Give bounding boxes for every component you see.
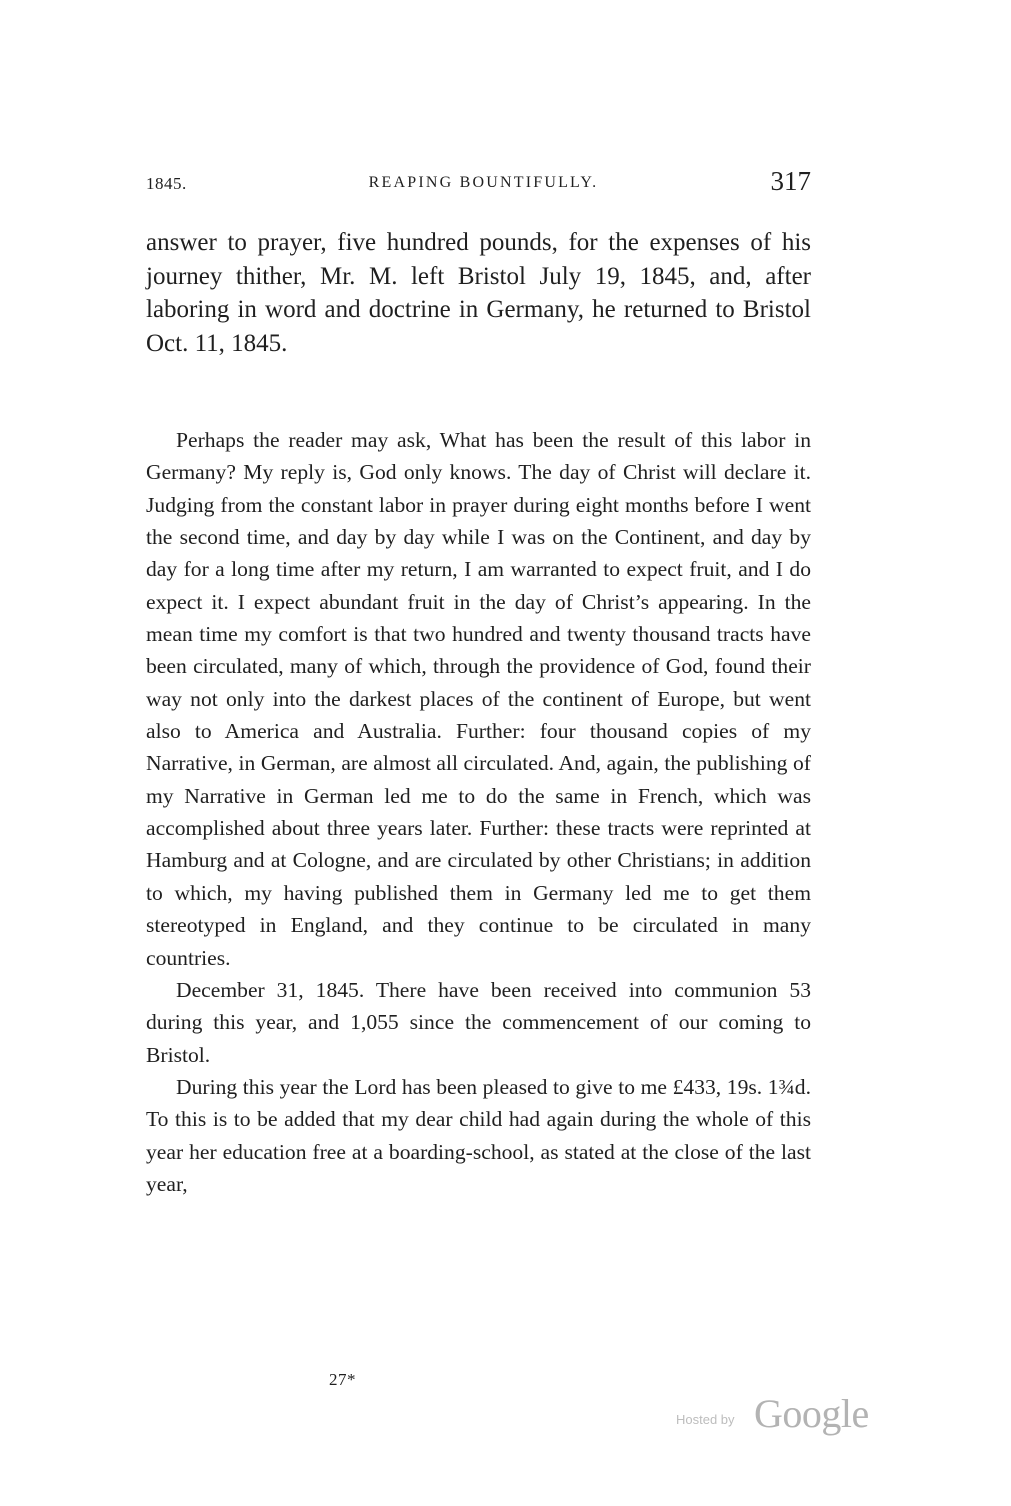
- running-head-title: REAPING BOUNTIFULLY.: [368, 174, 599, 191]
- continuation-paragraph-text: answer to prayer, five hundred pounds, for the expenses of his journey thither, Mr. M. left Bristol July 19, 1845, and, after laboring in word and doctrine in Germany, he returned to Bristol Oct. 11, 1845.: [146, 229, 811, 357]
- paragraph-year-income: During this year the Lord has been pleased to give to me £433, 19s. 1¾d. To this is to be added that my dear child had again during the whole of this year her education free at a boarding-school, as stated at the close of the last year,: [146, 1074, 811, 1196]
- continuation-paragraph: [146, 226, 811, 360]
- paragraph-result-of-labor: Perhaps the reader may ask, What has been the result of this labor in Germany? My reply is, God only knows. The day of Christ will declare it. Judging from the constant labor in prayer during eight months before I went the second time, and day by day while I was on the Continent, and day by day for a long time after my return, I am warranted to expect fruit, and I do expect it. I expect abundant fruit in the day of Christ’s appearing. In the mean time my comfort is that two hundred and twenty thousand tracts have been circulated, many of which, through the providence of God, found their way not only into the darkest places of the continent of Europe, but went also to America and Australia. Further: four thousand copies of my Narrative, in German, are almost all circulated. And, again, the publishing of my Narrative in German led me to do the same in French, which was accomplished about three years later. Further: these tracts were reprinted at Hamburg and at Cologne, and are circulated by other Christians; in addition to which, my having published them in Germany led me to get them stereotyped in England, and they continue to be circulated in many countries.: [146, 428, 811, 970]
- running-head-year: 1845.: [146, 174, 187, 193]
- running-head: [146, 166, 811, 202]
- signature-mark: 27*: [329, 1370, 356, 1389]
- hosted-by-google-watermark: [676, 1390, 886, 1440]
- watermark-google-logo: Google: [754, 1391, 869, 1436]
- page-number: 317: [770, 166, 811, 196]
- paragraph-december-communion: December 31, 1845. There have been received into communion 53 during this year, and 1,055 since the commencement of our coming to Bristol.: [146, 977, 811, 1067]
- watermark-hosted-by: Hosted by: [676, 1412, 735, 1427]
- body-text: [146, 424, 811, 1200]
